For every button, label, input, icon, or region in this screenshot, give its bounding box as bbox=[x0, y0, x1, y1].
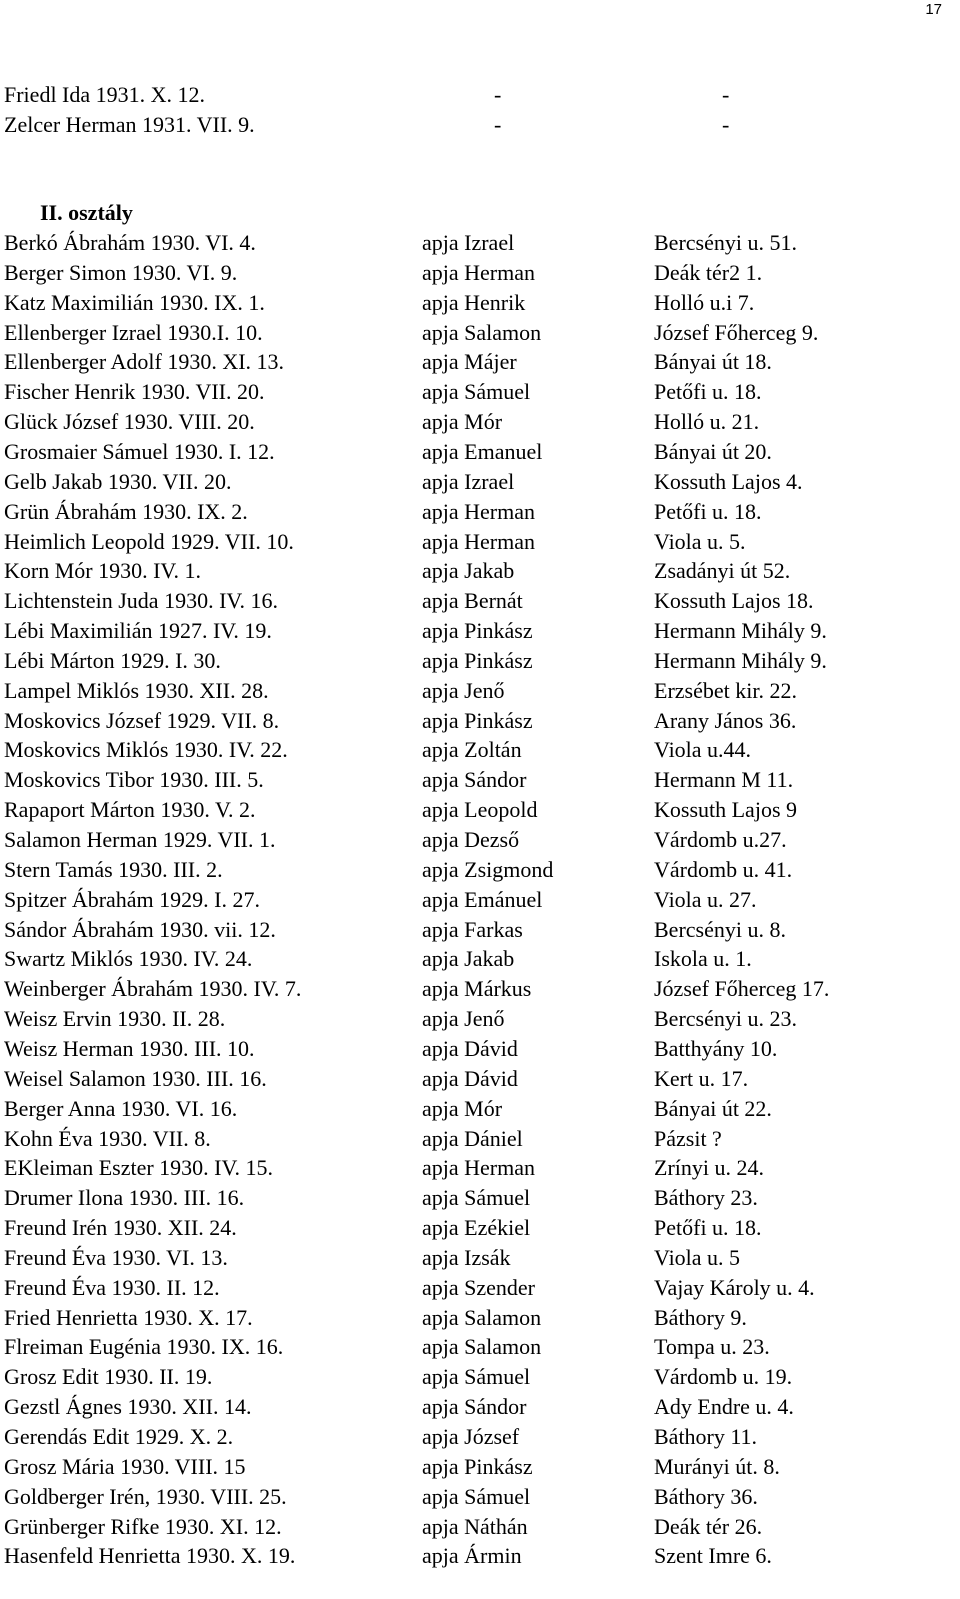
student-name-date: Grosmaier Sámuel 1930. I. 12. bbox=[4, 438, 275, 464]
address: Bányai út 18. bbox=[654, 349, 772, 375]
student-name-date: Gelb Jakab 1930. VII. 20. bbox=[4, 468, 232, 494]
parent-name: apja Sámuel bbox=[422, 1185, 531, 1211]
parent-name: apja Mór bbox=[422, 1095, 503, 1121]
parent-name: apja Sámuel bbox=[422, 1483, 531, 1509]
address: Kossuth Lajos 4. bbox=[654, 468, 803, 494]
parent-name: apja Pinkász bbox=[422, 618, 533, 644]
student-name-date: EKleiman Eszter 1930. IV. 15. bbox=[4, 1155, 274, 1181]
parent-name: apja Dániel bbox=[422, 1125, 523, 1151]
student-name-date: Grün Ábrahám 1930. IX. 2. bbox=[4, 498, 248, 524]
parent-name: apja Zsigmond bbox=[422, 856, 554, 882]
parent-name: apja Náthán bbox=[422, 1513, 528, 1539]
address: Kossuth Lajos 18. bbox=[654, 588, 814, 614]
parent-name: apja Salamon bbox=[422, 1304, 542, 1330]
parent-name: apja Ármin bbox=[422, 1543, 522, 1569]
address: Arany János 36. bbox=[654, 707, 797, 733]
student-name-date: Korn Mór 1930. IV. 1. bbox=[4, 558, 201, 584]
address: Kossuth Lajos 9 bbox=[654, 797, 797, 823]
student-name-date: Drumer Ilona 1930. III. 16. bbox=[4, 1185, 245, 1211]
address: Hermann Mihály 9. bbox=[654, 618, 827, 644]
parent-name: apja Pinkász bbox=[422, 707, 533, 733]
address: Várdomb u. 41. bbox=[654, 856, 793, 882]
parent-name: apja Sándor bbox=[422, 1394, 527, 1420]
student-name-date: Hasenfeld Henrietta 1930. X. 19. bbox=[4, 1543, 296, 1569]
address: Deák tér 26. bbox=[654, 1513, 763, 1539]
parent-name: apja Dávid bbox=[422, 1035, 518, 1061]
address: Hermann M 11. bbox=[654, 767, 794, 793]
student-name-date: Fried Henrietta 1930. X. 17. bbox=[4, 1304, 253, 1330]
address: Báthory 23. bbox=[654, 1185, 758, 1211]
parent-name: apja Izrael bbox=[422, 230, 515, 255]
parent-name: apja Herman bbox=[422, 1155, 535, 1181]
parent-name: apja Szender bbox=[422, 1274, 535, 1300]
parent-name: apja Emanuel bbox=[422, 438, 543, 464]
student-name-date: Weisz Herman 1930. III. 10. bbox=[4, 1035, 255, 1061]
address: Tompa u. 23. bbox=[654, 1334, 770, 1360]
student-name-date: Weisz Ervin 1930. II. 28. bbox=[4, 1006, 226, 1032]
address: Holló u.i 7. bbox=[654, 289, 755, 315]
address: Zsadányi út 52. bbox=[654, 558, 791, 584]
parent-name: apja Bernát bbox=[422, 588, 523, 614]
address: Bányai út 20. bbox=[654, 438, 772, 464]
student-name-date: Lébi Maximilián 1927. IV. 19. bbox=[4, 618, 272, 644]
address: Viola u. 5. bbox=[654, 528, 746, 554]
student-name-date: Salamon Herman 1929. VII. 1. bbox=[4, 827, 276, 852]
parent-name: apja Herman bbox=[422, 498, 535, 524]
student-name-date: Weinberger Ábrahám 1930. IV. 7. bbox=[4, 976, 302, 1002]
parent-name: apja Salamon bbox=[422, 319, 542, 345]
parent-name: apja Zoltán bbox=[422, 737, 522, 763]
student-name-date: Freund Irén 1930. XII. 24. bbox=[4, 1215, 237, 1241]
address: Bányai út 22. bbox=[654, 1095, 772, 1121]
dash-mark: - bbox=[494, 82, 502, 107]
address: Viola u.44. bbox=[654, 737, 752, 763]
student-name-date: Gerendás Edit 1929. X. 2. bbox=[4, 1424, 234, 1449]
parent-name: apja Jakab bbox=[422, 558, 515, 584]
address: Petőfi u. 18. bbox=[654, 498, 762, 524]
student-name-date: Fischer Henrik 1930. VII. 20. bbox=[4, 379, 265, 405]
address: Viola u. 5 bbox=[654, 1244, 741, 1270]
parent-name: apja Sámuel bbox=[422, 1364, 531, 1390]
parent-name: apja Jenő bbox=[422, 677, 505, 703]
dash-mark: - bbox=[494, 112, 502, 137]
student-name-date: Grünberger Rifke 1930. XI. 12. bbox=[4, 1513, 282, 1539]
student-name-date: Grosz Mária 1930. VIII. 15 bbox=[4, 1453, 246, 1479]
parent-name: apja Emánuel bbox=[422, 886, 543, 912]
student-name-date: Zelcer Herman 1931. VII. 9. bbox=[4, 112, 255, 137]
parent-name: apja Májer bbox=[422, 349, 517, 375]
student-name-date: Moskovics Miklós 1930. IV. 22. bbox=[4, 737, 288, 763]
address: Deák tér2 1. bbox=[654, 259, 763, 285]
parent-name: apja Sámuel bbox=[422, 379, 531, 405]
dash-mark: - bbox=[722, 82, 730, 107]
parent-name: apja Farkas bbox=[422, 916, 523, 942]
address: Bercsényi u. 8. bbox=[654, 916, 786, 942]
page-number: 17 bbox=[925, 1, 942, 18]
student-name-date: Katz Maximilián 1930. IX. 1. bbox=[4, 289, 265, 315]
address: Iskola u. 1. bbox=[654, 946, 752, 972]
student-name-date: Weisel Salamon 1930. III. 16. bbox=[4, 1065, 267, 1091]
student-name-date: Lichtenstein Juda 1930. IV. 16. bbox=[4, 588, 278, 614]
student-name-date: Glück József 1930. VIII. 20. bbox=[4, 409, 255, 435]
student-name-date: Kohn Éva 1930. VII. 8. bbox=[4, 1125, 211, 1151]
address: Bercsényi u. 23. bbox=[654, 1006, 797, 1032]
address: Kert u. 17. bbox=[654, 1065, 749, 1091]
address: Pázsit ? bbox=[654, 1125, 722, 1151]
student-name-date: Moskovics Tibor 1930. III. 5. bbox=[4, 767, 264, 793]
parent-name: apja Jakab bbox=[422, 946, 515, 972]
address: Báthory 11. bbox=[654, 1424, 758, 1449]
student-name-date: Gezstl Ágnes 1930. XII. 14. bbox=[4, 1394, 252, 1420]
student-name-date: Rapaport Márton 1930. V. 2. bbox=[4, 797, 256, 823]
student-name-date: Sándor Ábrahám 1930. vii. 12. bbox=[4, 916, 276, 942]
student-name-date: Berkó Ábrahám 1930. VI. 4. bbox=[4, 230, 256, 255]
student-name-date: Goldberger Irén, 1930. VIII. 25. bbox=[4, 1483, 287, 1509]
parent-name: apja Sándor bbox=[422, 767, 527, 793]
address: Báthory 36. bbox=[654, 1483, 758, 1509]
parent-name: apja Dávid bbox=[422, 1065, 518, 1091]
address: Várdomb u.27. bbox=[654, 827, 787, 852]
address: Ady Endre u. 4. bbox=[654, 1394, 794, 1420]
address: József Főherceg 17. bbox=[654, 976, 830, 1002]
parent-name: apja Pinkász bbox=[422, 647, 533, 673]
address: Báthory 9. bbox=[654, 1304, 747, 1330]
address: Batthyány 10. bbox=[654, 1035, 778, 1061]
parent-name: apja Leopold bbox=[422, 797, 538, 823]
parent-name: apja Márkus bbox=[422, 976, 532, 1002]
dash-mark: - bbox=[722, 112, 730, 137]
parent-name: apja Mór bbox=[422, 409, 503, 435]
address: Holló u. 21. bbox=[654, 409, 760, 435]
parent-name: apja Dezső bbox=[422, 827, 520, 852]
address: Viola u. 27. bbox=[654, 886, 757, 912]
address: Várdomb u. 19. bbox=[654, 1364, 793, 1390]
student-name-date: Moskovics József 1929. VII. 8. bbox=[4, 707, 280, 733]
parent-name: apja József bbox=[422, 1424, 520, 1449]
student-name-date: Ellenberger Izrael 1930.I. 10. bbox=[4, 319, 263, 345]
parent-name: apja Salamon bbox=[422, 1334, 542, 1360]
address: Szent Imre 6. bbox=[654, 1543, 772, 1569]
section-heading: II. osztály bbox=[40, 200, 133, 225]
student-name-date: Stern Tamás 1930. III. 2. bbox=[4, 856, 223, 882]
parent-name: apja Herman bbox=[422, 259, 535, 285]
student-name-date: Berger Simon 1930. VI. 9. bbox=[4, 259, 238, 285]
student-name-date: Heimlich Leopold 1929. VII. 10. bbox=[4, 528, 294, 554]
student-name-date: Freund Éva 1930. VI. 13. bbox=[4, 1244, 228, 1270]
student-name-date: Berger Anna 1930. VI. 16. bbox=[4, 1095, 238, 1121]
student-name-date: Freund Éva 1930. II. 12. bbox=[4, 1274, 220, 1300]
student-name-date: Lébi Márton 1929. I. 30. bbox=[4, 647, 221, 673]
parent-name: apja Jenő bbox=[422, 1006, 505, 1032]
student-name-date: Spitzer Ábrahám 1929. I. 27. bbox=[4, 886, 260, 912]
address: József Főherceg 9. bbox=[654, 319, 819, 345]
student-name-date: Grosz Edit 1930. II. 19. bbox=[4, 1364, 213, 1390]
student-name-date: Swartz Miklós 1930. IV. 24. bbox=[4, 946, 253, 972]
address: Petőfi u. 18. bbox=[654, 379, 762, 405]
address: Erzsébet kir. 22. bbox=[654, 677, 797, 703]
address: Petőfi u. 18. bbox=[654, 1215, 762, 1241]
student-name-date: Ellenberger Adolf 1930. XI. 13. bbox=[4, 349, 285, 375]
parent-name: apja Izrael bbox=[422, 468, 515, 494]
student-name-date: Friedl Ida 1931. X. 12. bbox=[4, 82, 206, 107]
address: Hermann Mihály 9. bbox=[654, 647, 827, 673]
student-name-date: Flreiman Eugénia 1930. IX. 16. bbox=[4, 1334, 284, 1360]
address: Murányi út. 8. bbox=[654, 1453, 780, 1479]
student-name-date: Lampel Miklós 1930. XII. 28. bbox=[4, 677, 269, 703]
parent-name: apja Izsák bbox=[422, 1244, 511, 1270]
parent-name: apja Ezékiel bbox=[422, 1215, 531, 1241]
parent-name: apja Herman bbox=[422, 528, 535, 554]
parent-name: apja Henrik bbox=[422, 289, 526, 315]
parent-name: apja Pinkász bbox=[422, 1453, 533, 1479]
address: Vajay Károly u. 4. bbox=[654, 1274, 815, 1300]
address: Bercsényi u. 51. bbox=[654, 230, 797, 255]
address: Zrínyi u. 24. bbox=[654, 1155, 764, 1181]
